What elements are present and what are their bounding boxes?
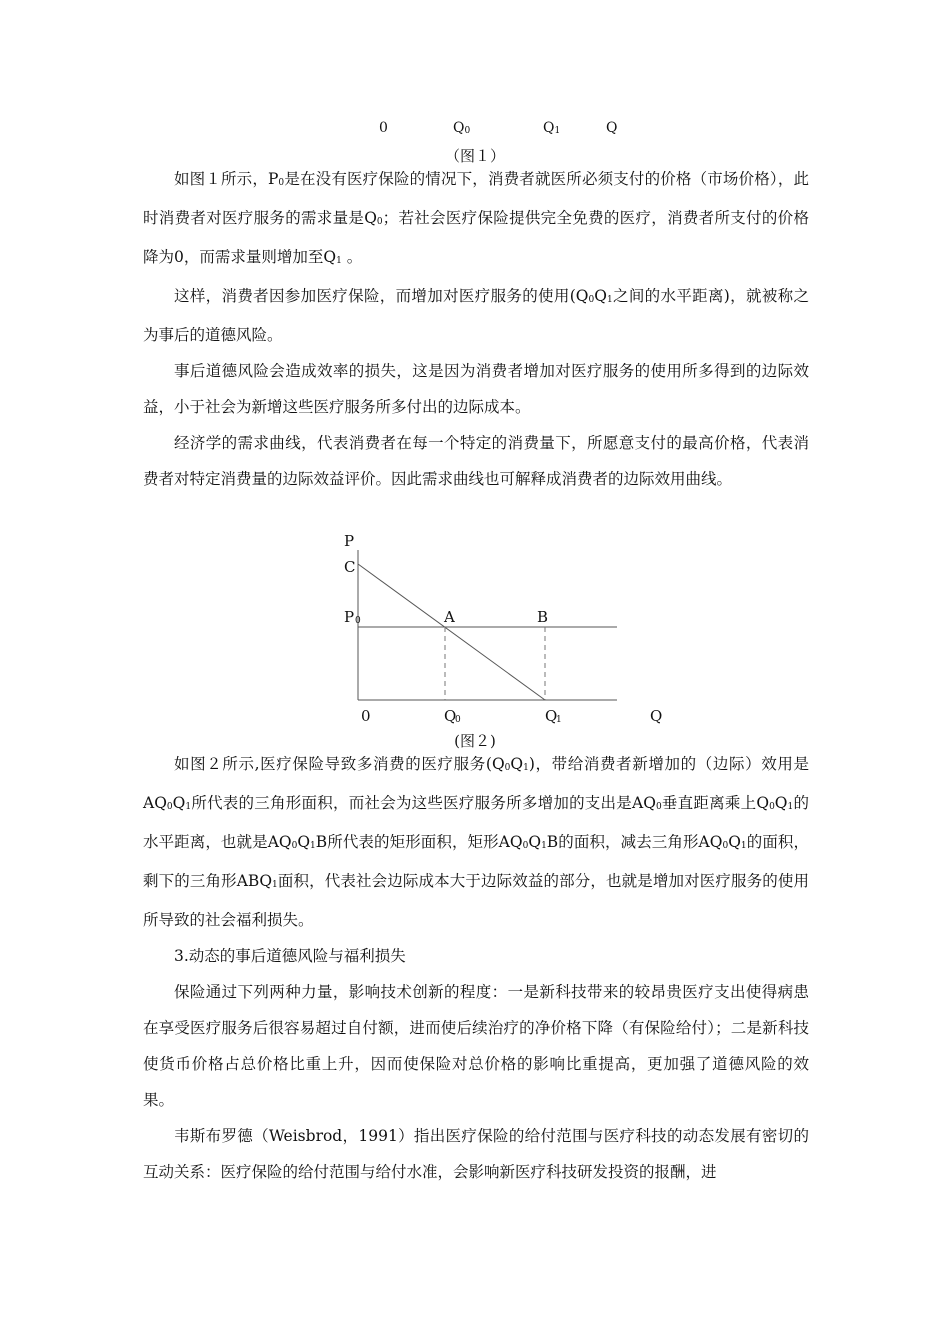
paragraph-1: 如图１所示，$P_0$是在没有医疗保险的情况下，消费者就医所必须支付的价格（市场价格），此时消费者对医疗服务的需求量是$Q_0$；若社会医疗保险提供完全免费的医疗，消费者所支付的价格降为0，而需求量则增加至$Q_1$ 。 (143, 170, 809, 266)
figure1-caption: （图１） (444, 147, 505, 165)
figure2-diagram (0, 528, 950, 728)
paragraph-2: 这样，消费者因参加医疗保险，而增加对医疗服务的使用($Q_0Q_1$之间的水平距离)，就被称之为事后的道德风险。 (143, 287, 809, 344)
fig1-q1-label: $Q_1$ (543, 120, 561, 136)
body-text-block-2 (143, 746, 809, 1190)
fig2-label-q0-sub: 0 (455, 715, 461, 725)
fig2-label-q1: Q (545, 707, 558, 725)
paragraph-7: 韦斯布罗德（Weisbrod，1991）指出医疗保险的给付范围与医疗科技的动态发展有密切的互动关系：医疗保险的给付范围与给付水准，会影响新医疗科技研发投资的报酬，进 (143, 1127, 809, 1181)
fig2-label-q: Q (650, 707, 663, 725)
paragraph-6: 保险通过下列两种力量，影响技术创新的程度：一是新科技带来的较昂贵医疗支出使得病患在享受医疗服务后很容易超过自付额，进而使后续治疗的净价格下降（有保险给付）；二是新科技使货币价格占总价格比重上升，因而使保险对总价格的影响比重提高，更加强了道德风险的效果。 (143, 983, 809, 1109)
fig2-label-a: A (444, 608, 455, 626)
paragraph-5: 如图２所示,医疗保险导致多消费的医疗服务$(Q_0Q_1)$，带给消费者新增加的（边际）效用是$AQ_0Q_1$所代表的三角形面积，而社会为这些医疗服务所多增加的支出是$AQ_0$垂直距离乘上$Q_0Q_1$的水平距离，也就是$AQ_0Q_1B$所代表的矩形面积，矩形$AQ_0Q_1B$的面积，减去三角形$AQ_0Q_1$的面积，剩下的三角形$ABQ_1$面积，代表社会边际成本大于边际效益的部分，也就是增加对医疗服务的使用所导致的社会福利损失。 (143, 755, 809, 929)
fig2-label-q0: Q (444, 707, 457, 725)
fig2-demand-curve (358, 564, 545, 700)
body-text-block-1 (143, 161, 809, 497)
fig2-label-b: B (537, 608, 549, 626)
fig1-q0-label: $Q_0$ (453, 120, 471, 136)
section-heading-3: 3.动态的事后道德风险与福利损失 (174, 947, 406, 965)
fig2-label-q1-sub: 1 (556, 715, 562, 725)
fig2-label-origin: 0 (361, 707, 371, 725)
figure2-caption: (图２) (454, 732, 496, 750)
fig1-origin-label: 0 (379, 120, 388, 136)
fig1-q-label: Q (606, 120, 618, 136)
fig2-label-p0: P (344, 608, 355, 626)
fig2-label-p0-sub: 0 (355, 616, 361, 626)
paragraph-4: 经济学的需求曲线，代表消费者在每一个特定的消费量下，所愿意支付的最高价格，代表消费者对特定消费量的边际效益评价。因此需求曲线也可解释成消费者的边际效用曲线。 (143, 434, 809, 488)
paragraph-3: 事后道德风险会造成效率的损失，这是因为消费者增加对医疗服务的使用所多得到的边际效益，小于社会为新增这些医疗服务所多付出的边际成本。 (143, 362, 809, 416)
fig2-label-c: C (344, 558, 356, 576)
fig2-label-p: P (344, 532, 355, 550)
